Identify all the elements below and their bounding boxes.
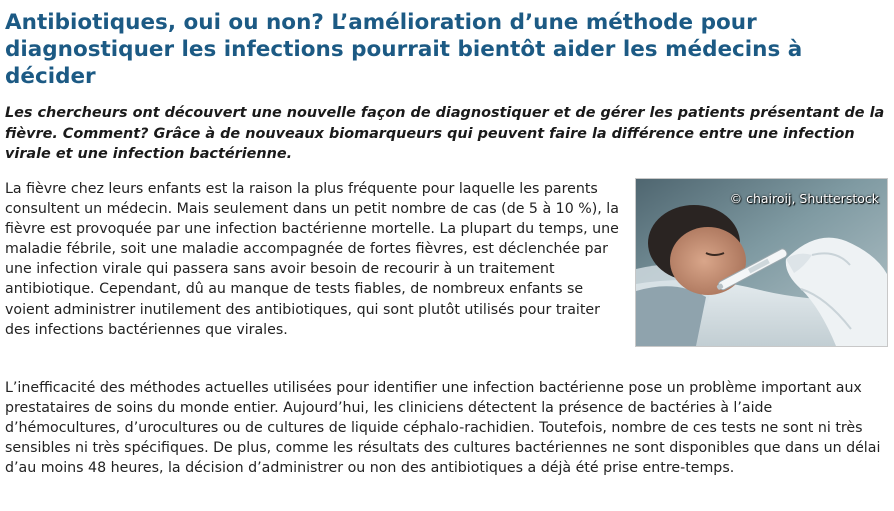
article-paragraph-2: L’inefficacité des méthodes actuelles utilisées pour identifier une infection bactérienne pose un problème important aux prestataires de soins du monde entier. Aujourd’hui, les cliniciens détectent la présence de bactéries à l’aide d’hémocultures, d’urocultures ou de cultures de liquide céphalo-rachidien. Toutefois, nombre de ces tests ne sont ni très sensibles ni très spécifiques. De plus, comme les résultats des cultures bactériennes ne sont disponibles que dans un délai d’au moins 48 heures, la décision d’administrer ou non des antibiotiques a déjà été prise entre-temps. <box>5 380 881 477</box>
article-title: Antibiotiques, oui ou non? L’amélioration d’une méthode pour diagnostiquer les infections pourrait bientôt aider les médecins à décider <box>5 10 803 89</box>
image-credit: © chairoij, Shutterstock <box>729 191 879 206</box>
article-paragraph-1: La fièvre chez leurs enfants est la raison la plus fréquente pour laquelle les parents consultent un médecin. Mais seulement dans un petit nombre de cas (de 5 à 10 %), la fièvre est provoquée par une infection bactérienne mortelle. La plupart du temps, une maladie fébrile, soit une maladie accompagnée de fortes fièvres, est déclenchée par une infection virale qui passera sans avoir besoin de recourir à un traitement antibiotique. Cependant, dû au manque de tests fiables, de nombreux enfants se voient administrer inutilement des antibiotiques, qui sont plutôt utilisés pour traiter des infections bactériennes que virales. <box>5 181 619 338</box>
article-lead: Les chercheurs ont découvert une nouvelle façon de diagnostiquer et de gérer les patients présentant de la fièvre. Comment? Grâce à de nouveaux biomarqueurs qui peuvent faire la différence entre une infection virale et une infection bactérienne. <box>5 105 885 162</box>
article-image <box>635 178 888 347</box>
